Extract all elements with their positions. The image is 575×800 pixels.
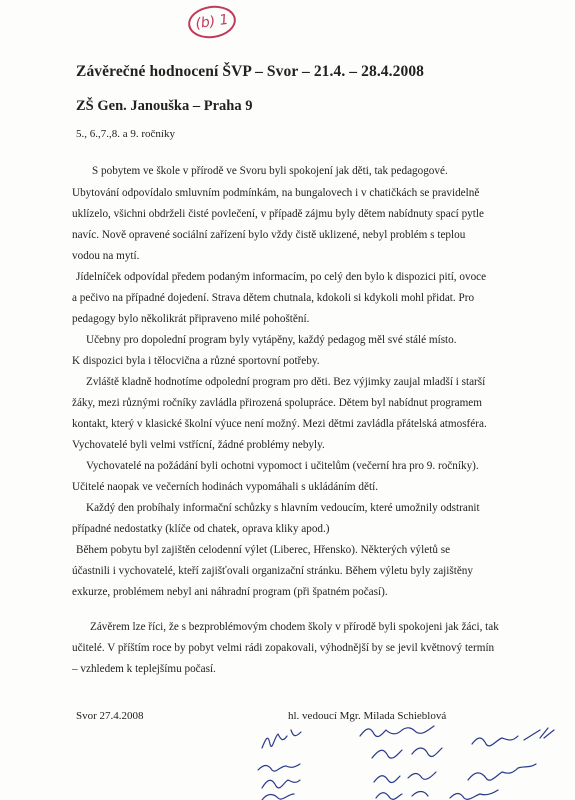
text-line: S pobytem ve škole v přírodě ve Svoru byli spokojení jak děti, tak pedagogové. — [92, 165, 448, 177]
signature-mark — [374, 772, 436, 783]
text-line: případné nedostatky (klíče od chatek, oprava kliky apod.) — [72, 523, 330, 535]
text-line: exkurze, problémem nebyl ani náhradní program (při špatném počasí). — [72, 586, 388, 598]
text-line: Zvláště kladně hodnotíme odpolední program pro děti. Bez výjimky zaujal mladší i starší — [86, 376, 486, 388]
signature-mark — [262, 730, 301, 748]
text-line: Ubytování odpovídalo smluvním podmínkám, na bungalovech i v chatičkách se pravidelně — [72, 187, 480, 199]
text-line: účastnili i vychovatelé, kteří zajišťovali organizační stránku. Během výletu byly zajištěny — [72, 565, 473, 577]
school-name: ZŠ Gen. Janouška – Praha 9 — [76, 98, 253, 114]
text-line: Během pobytu byl zajištěn celodenní výlet (Liberec, Hřensko). Některých výletů se — [76, 544, 451, 556]
text-line: Učitelé naopak ve večerních hodinách vypomáhali s ukládáním dětí. — [72, 481, 378, 493]
text-line: a pečivo na případné dojedení. Strava dětem chutnala, kdokoli si kdykoli mohl přidat. Pro — [72, 292, 475, 304]
signature-mark — [372, 748, 442, 758]
head-leader: hl. vedoucí Mgr. Milada Schieblová — [288, 710, 447, 722]
handwritten-stamp: (b) 1 — [186, 3, 238, 41]
text-line: Závěrem lze říci, že s bezproblémovým chodem školy v přírodě byli spokojeni jak žáci, tak — [90, 621, 499, 633]
signature-mark — [360, 726, 434, 737]
text-line: uklízelo, všichni obdrželi čisté povlečení, v případě zájmu byly dětem nabídnuty spací pytle — [72, 208, 484, 220]
signature-mark — [376, 792, 428, 800]
text-line: K dispozici byla i tělocvična a různé sportovní potřeby. — [72, 355, 320, 367]
signature-mark — [468, 764, 536, 780]
text-line: kontakt, který v klasické školní výuce není možný. Mezi dětmi zavládla přátelská atmosféra. — [72, 418, 487, 430]
document-title: Závěrečné hodnocení ŠVP – Svor – 21.4. – 28.4.2008 — [76, 63, 425, 80]
text-line: Každý den probíhaly informační schůzky s hlavním vedoucím, které umožnily odstranit — [86, 502, 480, 514]
text-line: učitelé. V příštím roce by pobyt velmi rádi zopakovali, výhodnější by se jevil květnový termín — [72, 642, 495, 654]
signature-mark — [540, 728, 554, 738]
signature-mark — [258, 764, 300, 771]
text-line: vodou na mytí. — [72, 250, 140, 262]
text-line: pedagogy bylo několikrát připraveno milé pohoštění. — [72, 313, 310, 325]
text-line: žáky, mezi různými ročníky zavládla přirozená spolupráce. Dětem byl nabídnut programem — [72, 397, 482, 409]
grades-line: 5., 6.,7.,8. a 9. ročníky — [76, 128, 175, 140]
place-and-date: Svor 27.4.2008 — [76, 710, 144, 722]
text-line: navíc. Nově opravené sociální zařízení bylo vždy čistě uklizené, nebyl problém s teplou — [72, 229, 466, 241]
signature-mark — [262, 780, 300, 788]
signature-mark — [262, 794, 294, 800]
text-line: Učebny pro dopolední program byly vytápěny, každý pedagog měl své stálé místo. — [86, 334, 457, 346]
signature-mark — [472, 730, 540, 746]
text-line: Vychovatelé na požádání byli ochotni vypomoct i učitelům (večerní hra pro 9. ročníky). — [86, 460, 479, 472]
text-line: Jídelníček odpovídal předem podaným informacím, po celý den bylo k dispozici pití, ovoce — [76, 271, 487, 283]
signature-mark — [450, 790, 498, 799]
text-line: Vychovatelé byli velmi vstřícní, žádné problémy nebyly. — [72, 439, 325, 451]
text-line: – vzhledem k teplejšímu počasí. — [72, 663, 216, 675]
